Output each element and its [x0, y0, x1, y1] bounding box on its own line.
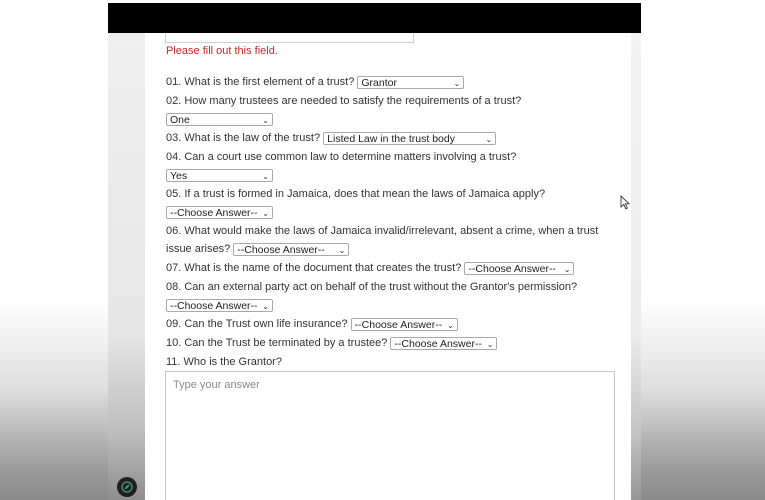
chevron-down-icon: ⌄: [262, 301, 269, 311]
edit-icon: [121, 481, 133, 493]
validation-error: Please fill out this field.: [166, 45, 278, 57]
chevron-down-icon: ⌄: [446, 320, 454, 330]
question-07: [166, 261, 574, 275]
question-03-label: 03. What is the law of the trust?: [166, 132, 321, 144]
question-05-value: --Choose Answer--: [170, 206, 258, 219]
question-04-select[interactable]: [166, 169, 273, 182]
question-06: [166, 242, 349, 256]
question-09-select[interactable]: [351, 318, 458, 331]
question-07-select[interactable]: [464, 262, 574, 275]
textarea-placeholder: Type your answer: [173, 379, 260, 391]
question-09-label: 09. Can the Trust own life insurance?: [166, 318, 348, 330]
question-09-value: --Choose Answer--: [354, 318, 443, 331]
chevron-down-icon: ⌄: [486, 339, 494, 349]
question-08: [166, 298, 273, 312]
question-10: [166, 336, 497, 350]
question-01-select[interactable]: [357, 76, 464, 89]
question-04-value: Yes: [170, 169, 188, 182]
question-04: [166, 168, 273, 182]
question-02-value: One: [170, 113, 190, 126]
question-06-label-cont: issue arises?: [166, 243, 231, 255]
question-05-label: 05. If a trust is formed in Jamaica, does that mean the laws of Jamaica apply?: [166, 188, 546, 200]
question-02: [166, 112, 273, 126]
question-10-value: --Choose Answer--: [394, 337, 482, 350]
question-02-label: 02. How many trustees are needed to satisfy the requirements of a trust?: [166, 95, 522, 107]
chevron-down-icon: ⌄: [262, 115, 269, 125]
mouse-pointer-icon: [620, 195, 630, 210]
chevron-down-icon: ⌄: [262, 208, 269, 218]
question-06-value: --Choose Answer--: [237, 243, 325, 256]
question-11-answer-textarea[interactable]: [165, 371, 615, 500]
question-07-label: 07. What is the name of the document that creates the trust?: [166, 262, 462, 274]
floating-edit-button[interactable]: [117, 477, 137, 497]
question-01-label: 01. What is the first element of a trust?: [166, 76, 355, 88]
question-05-select[interactable]: [166, 206, 273, 219]
question-01-value: Grantor: [361, 76, 397, 89]
question-03: [166, 131, 496, 145]
question-10-select[interactable]: [390, 337, 497, 350]
question-05: [166, 205, 273, 219]
right-margin: [631, 33, 641, 500]
top-black-bar: [108, 3, 641, 33]
chevron-down-icon: ⌄: [262, 171, 269, 181]
chevron-down-icon: ⌄: [453, 78, 461, 88]
question-02-select[interactable]: [166, 113, 273, 126]
question-09: [166, 317, 458, 331]
chevron-down-icon: ⌄: [485, 134, 493, 144]
chevron-down-icon: ⌄: [563, 264, 571, 274]
question-10-label: 10. Can the Trust be terminated by a trustee?: [166, 337, 388, 349]
question-11-label: 11. Who is the Grantor?: [166, 356, 282, 368]
question-08-select[interactable]: [166, 299, 273, 312]
left-margin: [108, 33, 145, 500]
question-06-select[interactable]: [233, 243, 349, 256]
question-03-value: Listed Law in the trust body: [327, 132, 455, 145]
question-06-label: 06. What would make the laws of Jamaica invalid/irrelevant, absent a crime, when a trust: [166, 225, 599, 237]
question-03-select[interactable]: [323, 132, 496, 145]
question-04-label: 04. Can a court use common law to determine matters involving a trust?: [166, 151, 517, 163]
question-08-value: --Choose Answer--: [170, 299, 258, 312]
question-08-label: 08. Can an external party act on behalf of the trust without the Grantor's permission?: [166, 281, 578, 293]
question-01: [166, 75, 464, 89]
question-07-value: --Choose Answer--: [468, 262, 556, 275]
previous-required-input[interactable]: [165, 33, 414, 43]
chevron-down-icon: ⌄: [338, 245, 346, 255]
